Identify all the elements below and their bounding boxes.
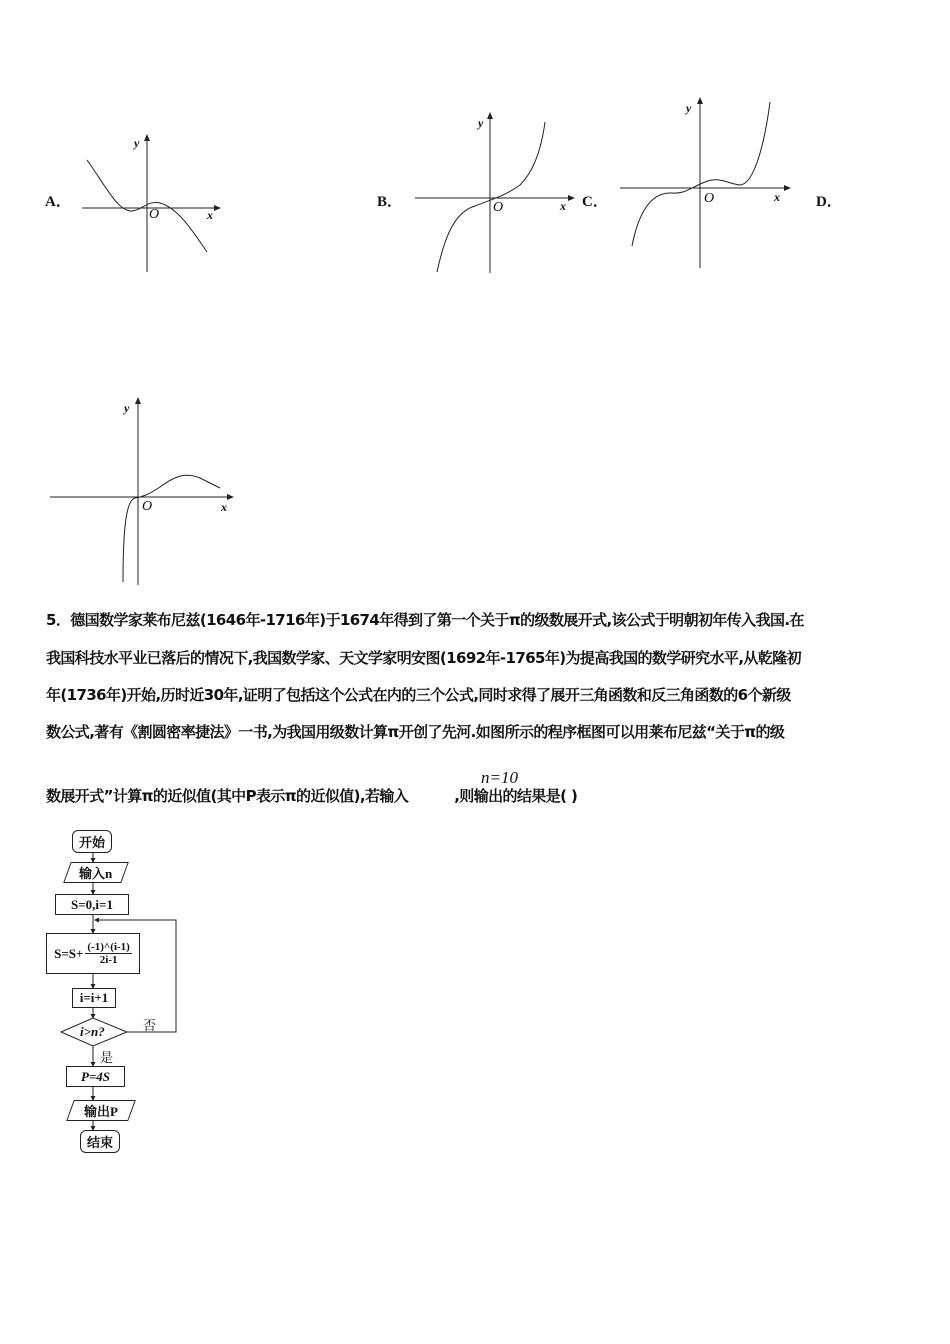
graph-b-origin: O [493,200,504,215]
question-text-before: 数展开式”计算π的近似值(其中P表示π的近似值),若输入 [46,787,409,805]
flow-init: S=0,i=1 [55,894,129,915]
flow-no-label: 否 [143,1019,157,1034]
flow-yes-label: 是 [100,1051,114,1066]
graph-c-y-label: y [686,101,692,115]
graph-a-x-label: x [207,208,213,222]
graph-b [415,115,572,273]
option-a-label: A． [45,194,71,210]
question-line [46,785,577,806]
graph-c-origin: O [704,191,715,206]
graph-d-x-label: x [221,500,227,514]
graph-c-x-label: x [774,190,780,204]
option-d-label: D． [816,194,842,210]
graph-b-x-label: x [560,199,566,213]
question-line: 年(1736年)开始,历时近30年,证明了包括这个公式在内的三个公式,同时求得了展开三角函数和反三角函数的6个新级 [46,686,791,704]
flow-condition: i>n? [80,1024,105,1039]
graph-d-origin: O [142,499,153,514]
flow-end: 结束 [80,1130,120,1153]
graph-a-y-label: y [134,136,140,150]
flow-assign: P=4S [66,1066,125,1087]
graph-d-y-label: y [124,401,130,415]
graph-d [50,400,231,585]
flow-update-numerator: (-1)^(i-1) [87,941,130,953]
flow-input-text: 输入n [79,866,113,881]
input-value: n=10 [481,768,518,787]
flow-output-text: 输出P [84,1104,118,1119]
curve [437,122,545,272]
flow-start: 开始 [72,830,112,853]
question-line: 我国科技水平业已落后的情况下,我国数学家、天文学家明安图(1692年-1765年)为提高我国的数学研究水平,从乾隆初 [46,649,802,667]
graph-a [82,137,218,272]
flow-output [66,1100,136,1121]
flow-update-denominator: 2i-1 [99,954,118,966]
flow-input [63,862,129,883]
graph-c [620,100,788,268]
flow-update-lhs: S=S+ [54,945,84,961]
graph-b-y-label: y [478,116,484,130]
option-b-label: B． [377,194,403,210]
option-c-label: C． [582,194,608,210]
question-text-after: ,则输出的结果是( ) [454,787,578,805]
question-line: 5．德国数学家莱布尼兹(1646年-1716年)于1674年得到了第一个关于π的级数展开式,该公式于明朝初年传入我国.在 [46,611,804,629]
flow-update-fraction [85,941,131,966]
flow-update [46,933,140,974]
graph-a-origin: O [149,207,160,222]
curve [632,102,770,246]
question-line: 数公式,著有《割圆密率捷法》一书,为我国用级数计算π开创了先河.如图所示的程序框图可以用莱布尼兹“关于π的级 [46,723,785,741]
flow-increment: i=i+1 [72,988,116,1008]
